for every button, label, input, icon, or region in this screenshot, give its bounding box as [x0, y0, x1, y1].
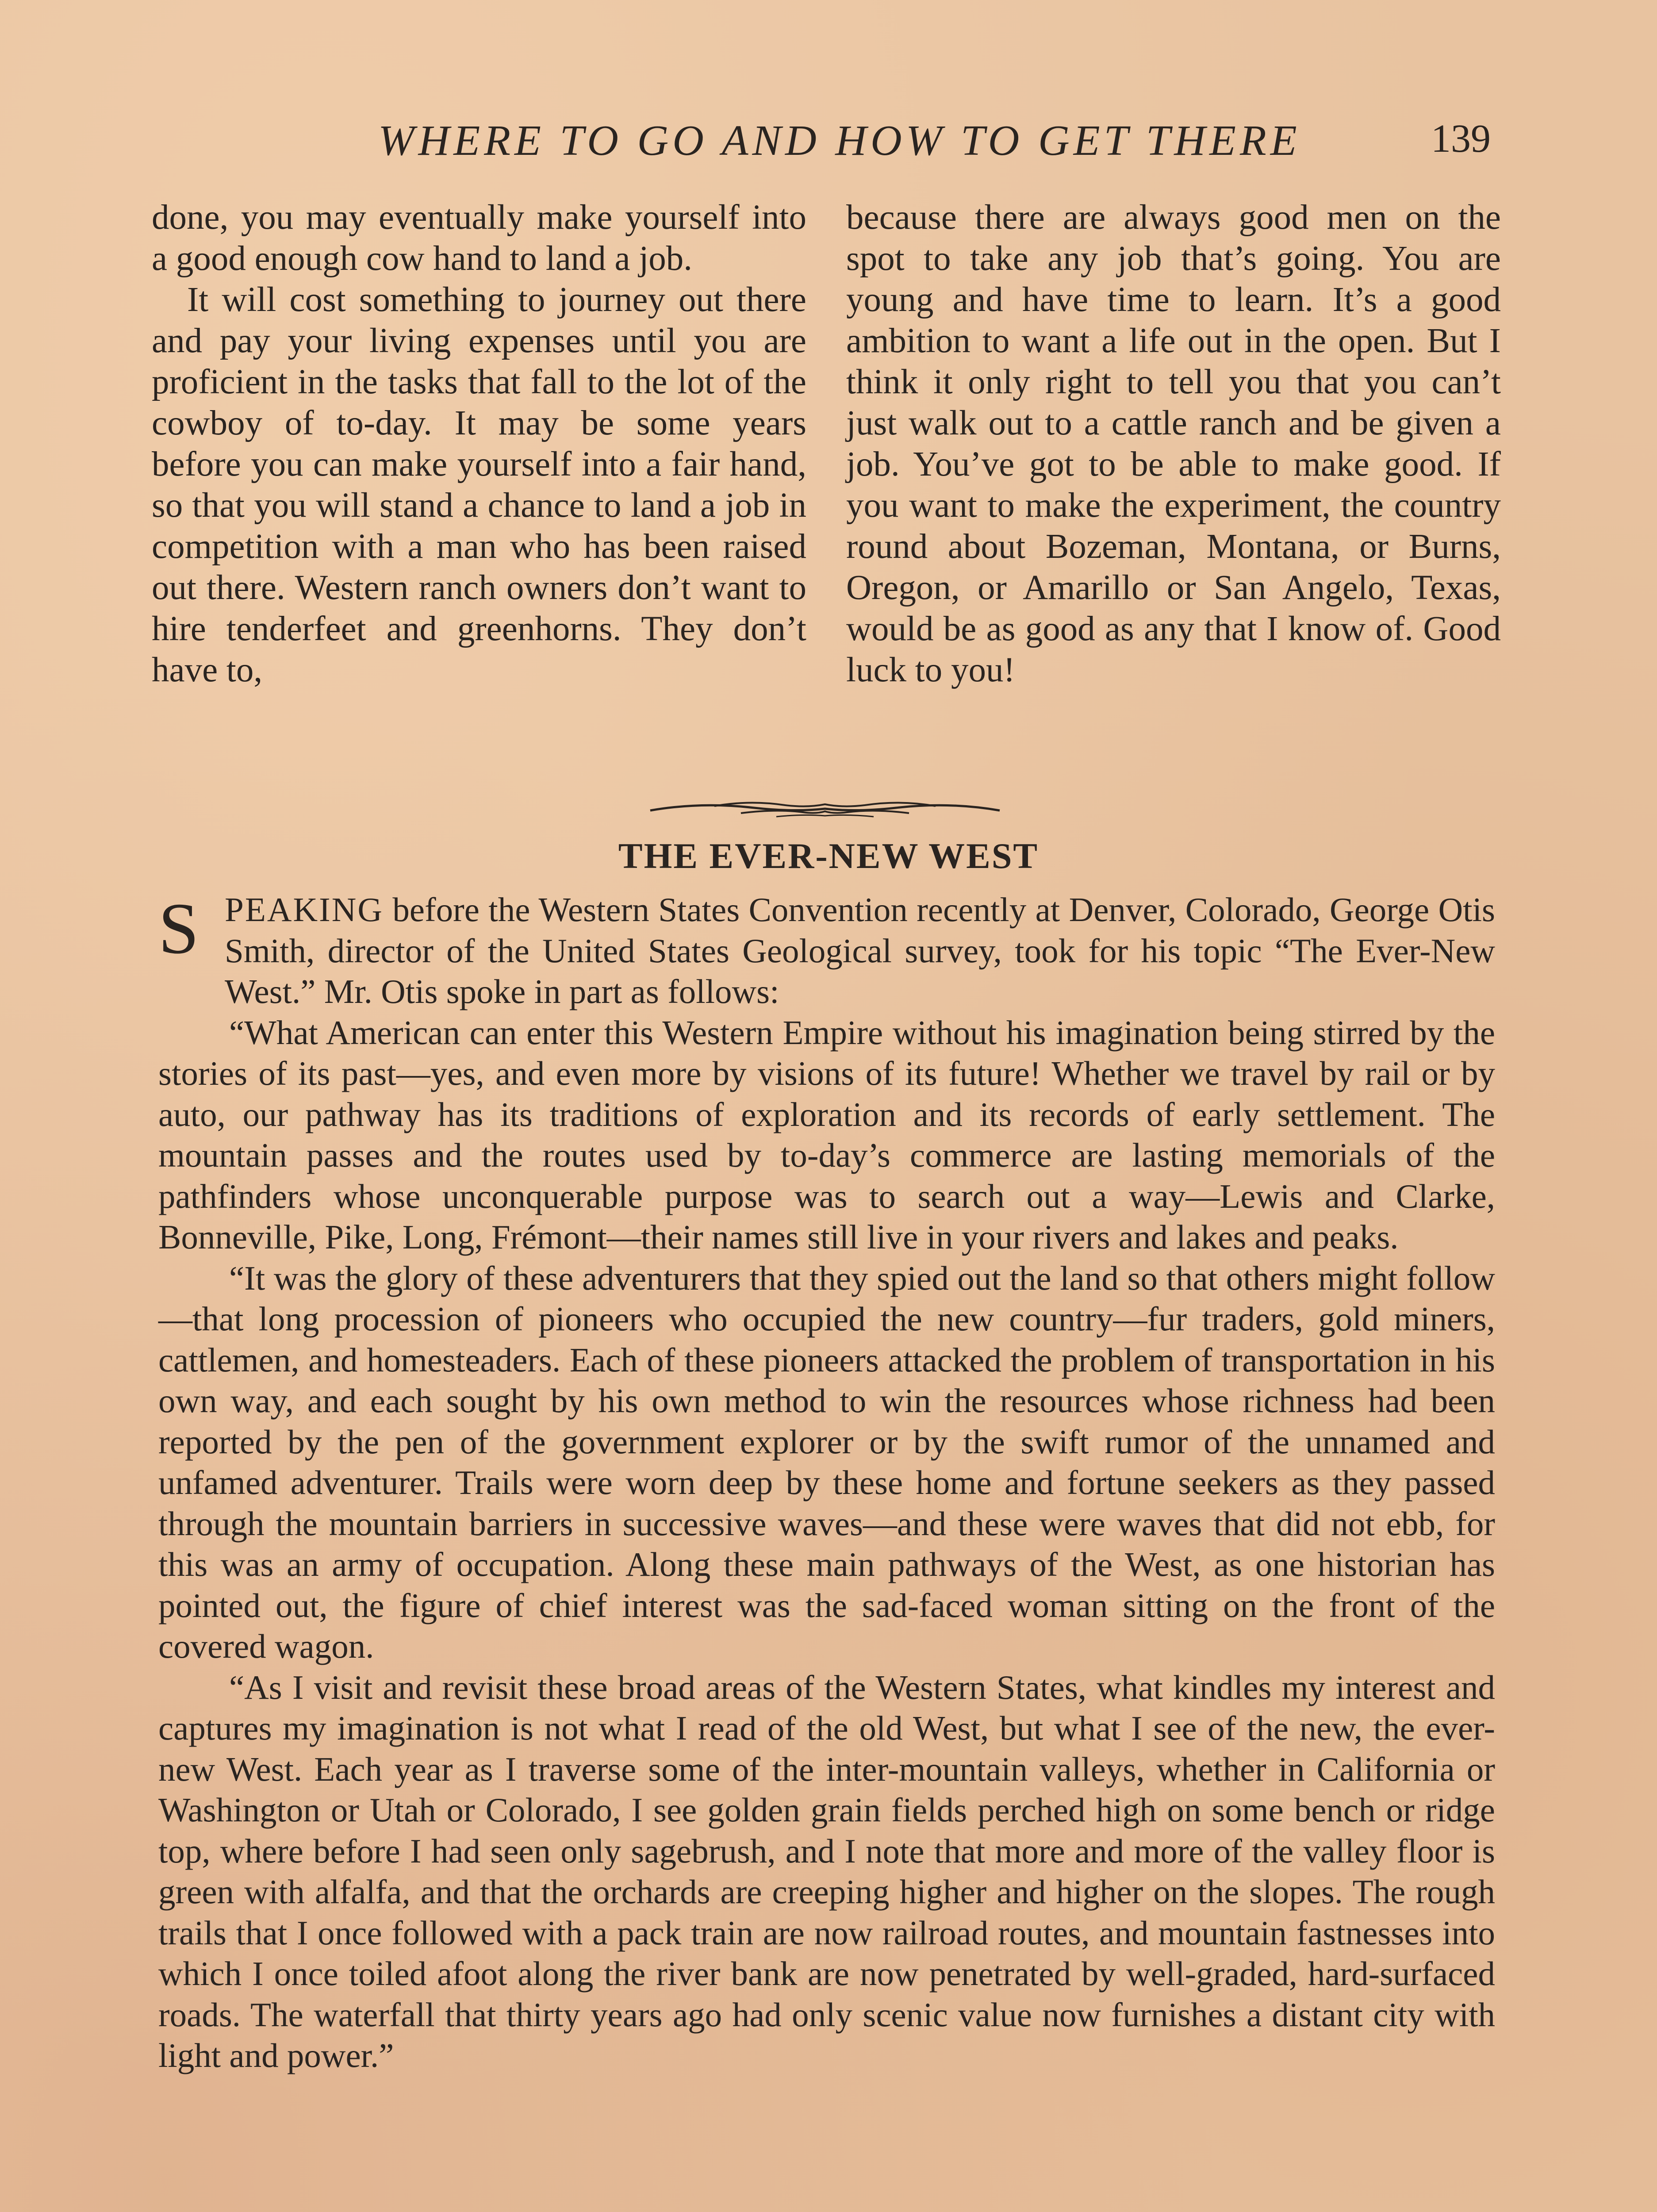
article-paragraph-1: “What American can enter this Western Empire without his imagination being stirred by the stories of its past—yes, and even more by visions of its future! Whether we travel by rail or by auto, our pathway has its traditions of exploration and its records of early settlement. The mountain passes and the routes used by to-day’s commerce are lasting memorials of the pathfinders whose unconquerable purpose was to search out a way—Lewis and Clarke, Bonneville, Pike, Long, Frémont—their names still live in your rivers and lakes and peaks. — [158, 1013, 1495, 1256]
wave-ornament — [648, 796, 1002, 823]
lead-text: before the Western States Convention recently at Denver, Colorado, George Otis Smith, director of the United States Geological survey, took for his topic “The Ever-New West.” Mr. Otis spoke in part as follows: — [225, 891, 1495, 1010]
left-column — [152, 197, 806, 691]
article-lead-paragraph — [158, 889, 1495, 1012]
article-paragraph-3: “As I visit and revisit these broad areas of the Western States, what kindles my interest and captures my imagination is not what I read of the old West, but what I see of the new, the ever-new West. Each year as I traverse some of the inter-mountain valleys, whether in California or Washington or Utah or Colorado, I see golden grain fields perched high on some bench or ridge top, where before I had seen only sagebrush, and I note that more and more of the valley floor is green with alfalfa, and that the orchards are creeping higher and higher on the slopes. The rough trails that I once followed with a pack train are now railroad routes, and mountain fastnesses into which I once toiled afoot along the river bank are now penetrated by well-graded, hard-surfaced roads. The waterfall that thirty years ago had only scenic value now furnishes a distant city with light and power.” — [158, 1668, 1495, 2074]
left-paragraph-1: done, you may eventually make yourself into a good enough cow hand to land a job. — [152, 198, 806, 278]
right-column — [846, 197, 1501, 691]
page-number: 139 — [1431, 117, 1491, 161]
article-paragraph-2: “It was the glory of these adventurers that they spied out the land so that others might follow—that long procession of pioneers who occupied the new country—fur traders, gold miners, cattlemen, and homesteaders. Each of these pioneers attacked the problem of transportation in his own way, and each sought by his own method to win the resources whose richness had been reported by the pen of the government explorer or by the swift rumor of the unnamed and unfamed adventurer. Trails were worn deep by these home and fortune seekers as they passed through the mountain barriers in successive waves—and these were waves that did not ebb, for this was an army of occupation. Along these main pathways of the West, as one historian has pointed out, the figure of chief interest was the sad-faced woman sitting on the front of the covered wagon. — [158, 1259, 1495, 1665]
drop-cap: S — [158, 888, 199, 969]
article-title: THE EVER-NEW WEST — [618, 836, 1039, 876]
left-paragraph-2: It will cost something to journey out there and pay your living expenses until you are proficient in the tasks that fall to the lot of the cowboy of to-day. It may be some years before you can make yourself into a fair hand, so that you will stand a chance to land a job in competition with a man who has been raised out there. Western ranch owners don’t want to hire tenderfeet and greenhorns. They don’t have to, — [152, 280, 806, 689]
lead-word: PEAKING — [225, 891, 384, 929]
two-column-text — [152, 197, 1501, 781]
article-body — [158, 889, 1495, 2076]
running-head: WHERE TO GO AND HOW TO GET THERE — [378, 117, 1301, 165]
right-paragraph-1: because there are always good men on the spot to take any job that’s going. You are young and have time to learn. It’s a good ambition to want a life out in the open. But I think it only right to tell you that you can’t just walk out to a cattle ranch and be given a job. You’ve got to be able to make good. If you want to make the experiment, the country round about Bozeman, Montana, or Burns, Oregon, or Amarillo or San Angelo, Texas, would be as good as any that I know of. Good luck to you! — [846, 198, 1501, 689]
